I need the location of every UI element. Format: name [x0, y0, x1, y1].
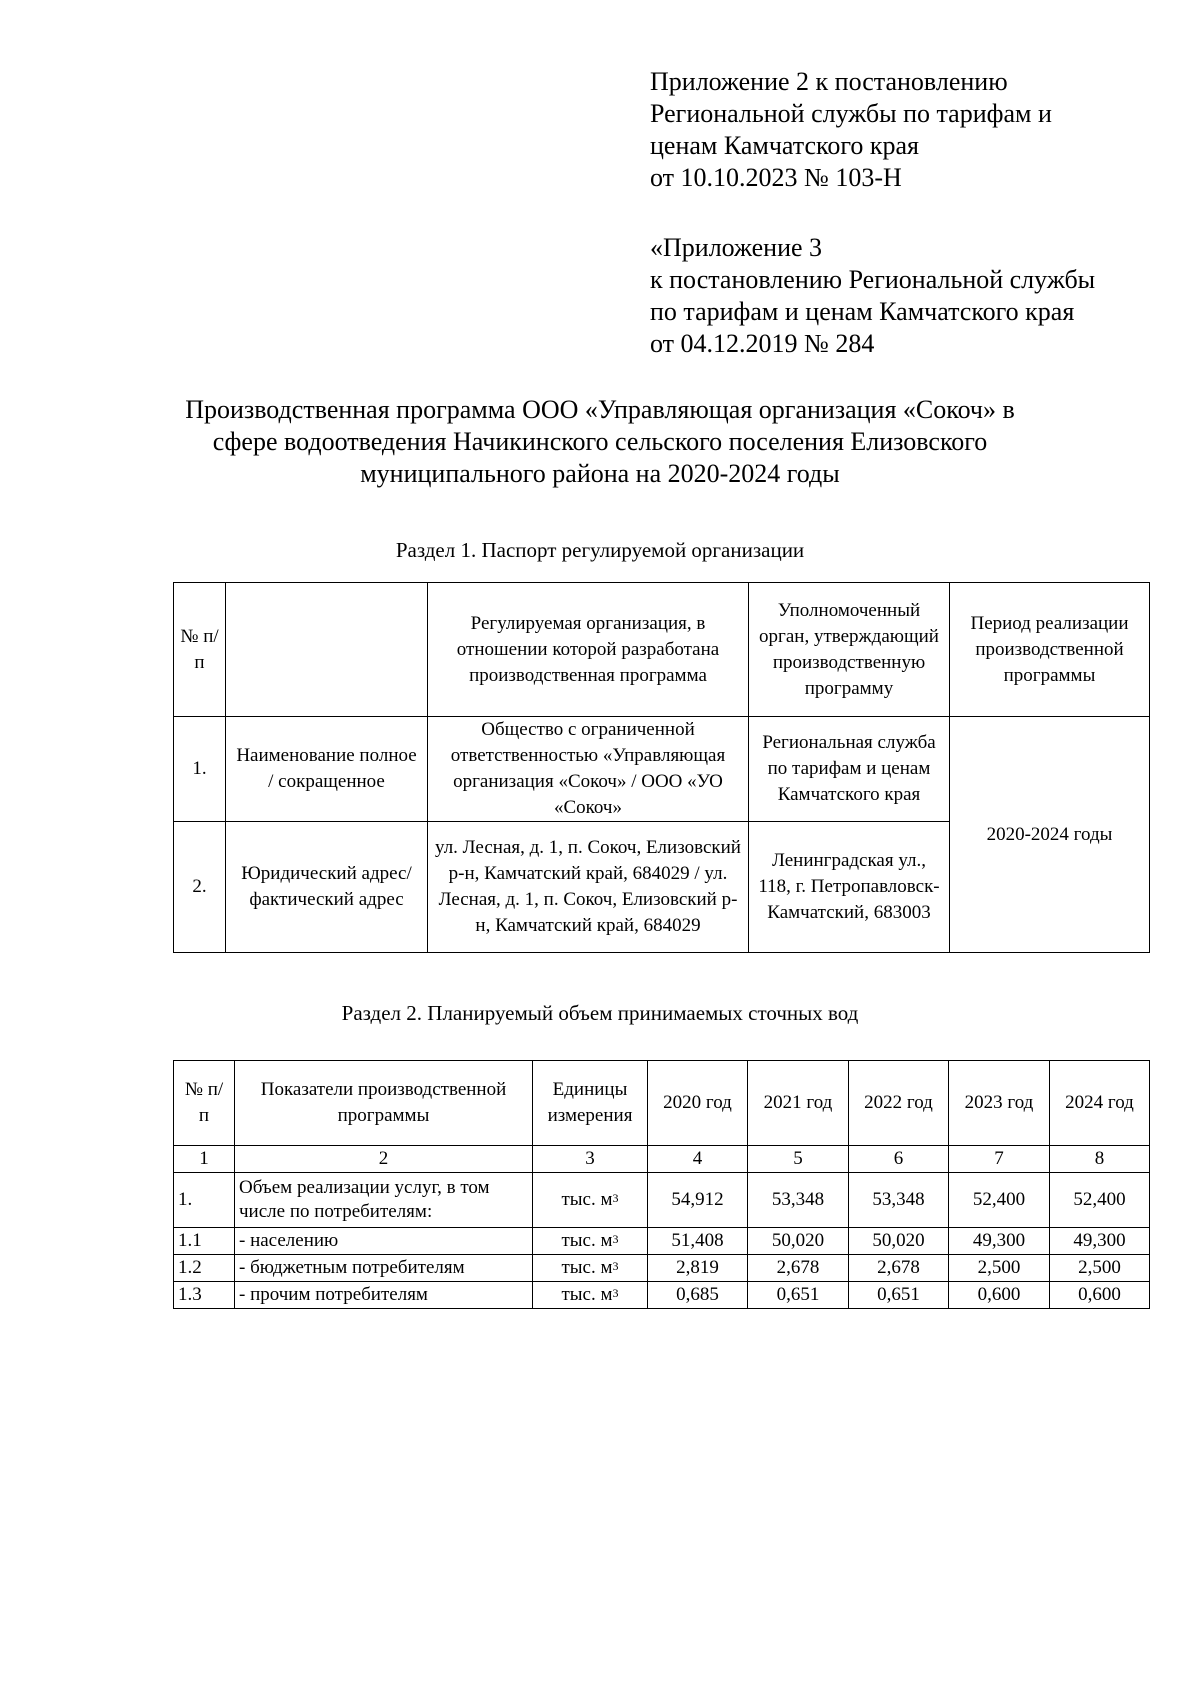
unit-text: тыс. м [561, 1189, 613, 1210]
header-year: 2021 год [748, 1061, 849, 1146]
header-year: 2024 год [1050, 1061, 1150, 1146]
header-period: Период реализации производственной программы [950, 583, 1150, 717]
annex-header [650, 66, 1170, 194]
annex-quoted-line: от 04.12.2019 № 284 [650, 329, 875, 358]
row-value: 0,685 [648, 1282, 748, 1309]
annex-header-line: ценам Камчатского края [650, 131, 919, 160]
row-num: 1. [174, 717, 226, 822]
volume-table [173, 1060, 1150, 1309]
row-value: 49,300 [1050, 1228, 1150, 1255]
row-value: 0,600 [1050, 1282, 1150, 1309]
row-value: 49,300 [949, 1228, 1050, 1255]
column-number: 6 [849, 1146, 949, 1173]
row-value: 50,020 [849, 1228, 949, 1255]
section1-title: Раздел 1. Паспорт регулируемой организации [395, 538, 805, 562]
title-line: сфере водоотведения Начикинского сельского поселения Елизовского [212, 427, 988, 456]
header-num: № п/п [174, 1061, 235, 1146]
row-value: 54,912 [648, 1173, 748, 1228]
column-number: 5 [748, 1146, 849, 1173]
row-value: 53,348 [748, 1173, 849, 1228]
title-line: Производственная программа ООО «Управляющая организация «Сокоч» в [185, 395, 1015, 424]
row-value: 2,678 [748, 1255, 849, 1282]
annex-header-line: Приложение 2 к постановлению [650, 67, 1008, 96]
unit-sup: 3 [612, 1232, 619, 1246]
header-year: 2020 год [648, 1061, 748, 1146]
unit-text: тыс. м [561, 1284, 613, 1305]
row-value: 52,400 [949, 1173, 1050, 1228]
row-num: 1.3 [174, 1282, 235, 1309]
row-value: 2,819 [648, 1255, 748, 1282]
period-value: 2020-2024 годы [950, 717, 1150, 953]
row-value: 2,500 [949, 1255, 1050, 1282]
header-year: 2023 год [949, 1061, 1050, 1146]
row-unit [533, 1228, 648, 1255]
row-value: 2,500 [1050, 1255, 1150, 1282]
row-unit [533, 1173, 648, 1228]
unit-sup: 3 [612, 1259, 619, 1273]
title-line: муниципального района на 2020-2024 годы [360, 459, 840, 488]
row-num: 2. [174, 822, 226, 953]
row-label: Юридический адрес/фактический адрес [226, 822, 428, 953]
row-org: Общество с ограниченной ответственностью «Управляющая организация «Сокоч» / ООО «УО «Сокоч» [428, 717, 749, 822]
table-row [174, 1255, 1150, 1282]
row-value: 2,678 [849, 1255, 949, 1282]
volume-header-row [174, 1061, 1150, 1146]
header-unit: Единицы измерения [533, 1061, 648, 1146]
column-number: 7 [949, 1146, 1050, 1173]
row-name: - прочим потребителям [235, 1282, 533, 1309]
unit-text: тыс. м [561, 1257, 613, 1278]
row-value: 0,651 [849, 1282, 949, 1309]
row-name: Объем реализации услуг, в том числе по потребителям: [235, 1173, 533, 1228]
row-unit [533, 1282, 648, 1309]
header-authority: Уполномоченный орган, утверждающий производственную программу [749, 583, 950, 717]
annex-header-line: от 10.10.2023 № 103-Н [650, 163, 902, 192]
header-num: № п/п [174, 583, 226, 717]
section2-title: Раздел 2. Планируемый объем принимаемых сточных вод [341, 1001, 859, 1025]
document-title [150, 394, 1050, 490]
column-number: 1 [174, 1146, 235, 1173]
annex-quoted-line: «Приложение 3 [650, 233, 823, 262]
table-row [174, 1228, 1150, 1255]
annex-quoted-line: по тарифам и ценам Камчатского края [650, 297, 1075, 326]
annex-quoted-line: к постановлению Региональной службы [650, 265, 1096, 294]
table-row [174, 1173, 1150, 1228]
passport-table [173, 582, 1150, 953]
row-name: - бюджетным потребителям [235, 1255, 533, 1282]
row-num: 1.1 [174, 1228, 235, 1255]
row-value: 0,600 [949, 1282, 1050, 1309]
row-num: 1. [174, 1173, 235, 1228]
row-label: Наименование полное / сокращенное [226, 717, 428, 822]
row-unit [533, 1255, 648, 1282]
unit-text: тыс. м [561, 1230, 613, 1251]
unit-sup: 3 [612, 1191, 619, 1205]
column-number: 3 [533, 1146, 648, 1173]
table-row [174, 717, 1150, 822]
row-authority: Региональная служба по тарифам и ценам Камчатского края [749, 717, 950, 822]
header-indicator: Показатели производственной программы [235, 1061, 533, 1146]
row-authority: Ленинградская ул., 118, г. Петропавловск-Камчатский, 683003 [749, 822, 950, 953]
column-number: 2 [235, 1146, 533, 1173]
row-value: 51,408 [648, 1228, 748, 1255]
row-org: ул. Лесная, д. 1, п. Сокоч, Елизовский р-н, Камчатский край, 684029 / ул. Лесная, д. 1, п. Сокоч, Елизовский р-н, Камчатский край, 684029 [428, 822, 749, 953]
annex-quoted [650, 232, 1170, 360]
row-num: 1.2 [174, 1255, 235, 1282]
row-value: 53,348 [849, 1173, 949, 1228]
header-blank [226, 583, 428, 717]
column-number: 8 [1050, 1146, 1150, 1173]
column-number-row [174, 1146, 1150, 1173]
row-value: 0,651 [748, 1282, 849, 1309]
row-name: - населению [235, 1228, 533, 1255]
column-number: 4 [648, 1146, 748, 1173]
header-year: 2022 год [849, 1061, 949, 1146]
table-row [174, 1282, 1150, 1309]
row-value: 50,020 [748, 1228, 849, 1255]
annex-header-line: Региональной службы по тарифам и [650, 99, 1052, 128]
row-value: 52,400 [1050, 1173, 1150, 1228]
passport-header-row [174, 583, 1150, 717]
header-org: Регулируемая организация, в отношении которой разработана производственная программа [428, 583, 749, 717]
unit-sup: 3 [612, 1286, 619, 1300]
